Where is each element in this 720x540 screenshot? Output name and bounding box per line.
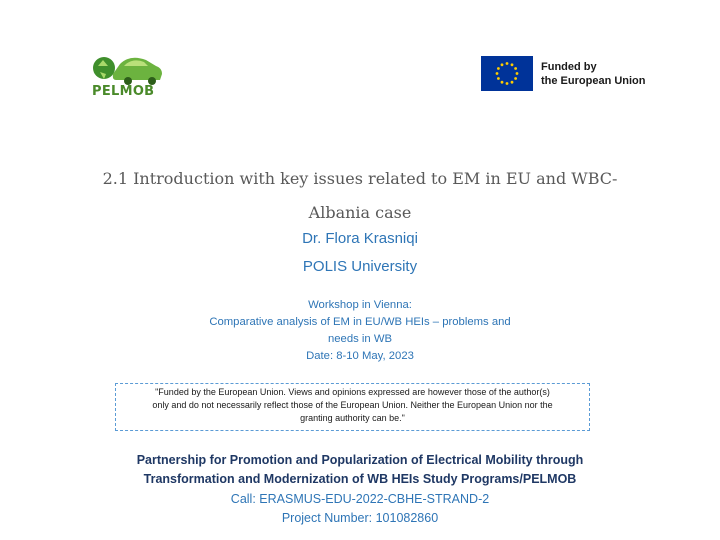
project-number: Project Number: 101082860 (281, 511, 439, 525)
workshop-info (60, 297, 660, 365)
project-name-line2: Transformation and Modernization of WB HEIs Study Programs/PELMOB (143, 472, 577, 486)
author-affiliation: POLIS University (302, 258, 418, 275)
eu-funding-logo (481, 56, 646, 91)
disclaimer-line1: "Funded by the European Union. Views and opinions expressed are however those of the author(s) (155, 387, 550, 397)
workshop-line2: Comparative analysis of EM in EU/WB HEIs – problems and (209, 316, 511, 328)
eu-funding-text (541, 60, 646, 88)
author-name: Dr. Flora Krasniqi (302, 230, 418, 247)
eu-disclaimer-box (115, 383, 590, 431)
project-call: Call: ERASMUS-EDU-2022-CBHE-STRAND-2 (230, 492, 490, 506)
presentation-title-line1: 2.1 Introduction with key issues related to EM in EU and WBC- (102, 169, 618, 188)
presentation-title-line2: Albania case (308, 203, 412, 222)
project-name (60, 451, 660, 489)
workshop-line1: Workshop in Vienna: (308, 299, 412, 311)
eu-flag-icon (481, 56, 533, 91)
disclaimer-line2: only and do not necessarily reflect those of the European Union. Neither the European Union nor the (152, 400, 553, 410)
eu-text-line2: the European Union (541, 74, 646, 87)
project-name-line1: Partnership for Promotion and Popularization of Electrical Mobility through (136, 453, 584, 467)
workshop-line3: needs in WB (327, 333, 393, 345)
disclaimer-line3: granting authority can be." (300, 413, 405, 423)
pelmob-logo-text: PELMOB (92, 84, 155, 99)
workshop-date: Date: 8-10 May, 2023 (306, 350, 414, 362)
eu-text-line1: Funded by (541, 60, 597, 73)
